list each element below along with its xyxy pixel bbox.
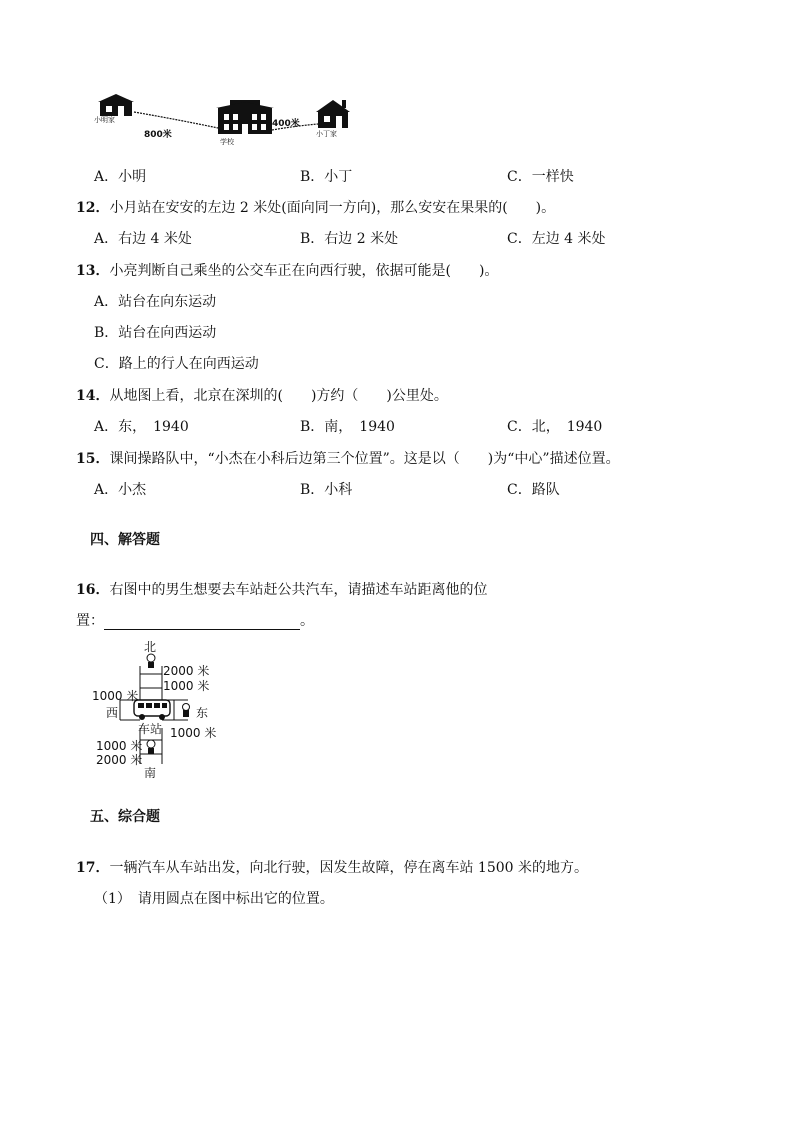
q15-option-c[interactable]: C．路队 xyxy=(507,482,560,498)
q11-figure xyxy=(90,92,360,152)
map-s-2000-label: 2000 米 xyxy=(96,753,143,767)
q12-option-a[interactable]: A．右边 4 米处 xyxy=(94,231,192,247)
q14-option-a[interactable]: A．东， 1940 xyxy=(94,419,189,435)
q15-text: 课间操路队中，“小杰在小科后边第三个位置”。这是以（ )为“中心”描述位置。 xyxy=(109,451,620,467)
bus-icon xyxy=(134,700,170,720)
q16-map xyxy=(90,636,230,780)
home-right-icon xyxy=(316,100,350,128)
kid-north-icon xyxy=(147,654,155,668)
q13-option-b[interactable]: B．站台在向西运动 xyxy=(94,325,217,341)
q15-option-b[interactable]: B．小科 xyxy=(300,482,353,498)
q16-number: 16． xyxy=(76,582,110,598)
q12-option-b[interactable]: B．右边 2 米处 xyxy=(300,231,399,247)
distance-left: 800米 xyxy=(144,130,172,140)
map-e-1000-label: 1000 米 xyxy=(170,726,217,740)
map-east-label: 东 xyxy=(196,706,209,720)
path-left xyxy=(134,112,218,128)
q13-text: 小亮判断自己乘坐的公交车正在向西行驶，依据可能是( )。 xyxy=(109,263,499,279)
map-south-label: 南 xyxy=(144,766,157,780)
q17-text: 一辆汽车从车站出发，向北行驶，因发生故障，停在离车站 1500 米的地方。 xyxy=(109,860,589,876)
q11-option-a[interactable]: A．小明 xyxy=(94,169,147,185)
school-icon xyxy=(216,100,274,134)
map-n-2000-label: 2000 米 xyxy=(163,664,210,678)
q12-option-c[interactable]: C．左边 4 米处 xyxy=(507,231,606,247)
boy-east-icon xyxy=(183,704,190,718)
q14-number: 14． xyxy=(76,388,110,404)
q12-question xyxy=(76,197,555,217)
q11-option-b[interactable]: B．小丁 xyxy=(300,169,353,185)
map-s-1000-label: 1000 米 xyxy=(96,739,143,753)
q16-text-line1: 右图中的男生想要去车站赶公共汽车，请描述车站距离他的位 xyxy=(109,582,488,598)
school-label: 学校 xyxy=(220,138,234,146)
map-station-label: 车站 xyxy=(138,722,163,736)
q11-option-c[interactable]: C．一样快 xyxy=(507,169,574,185)
q16-text-line2-suffix: 。 xyxy=(300,613,314,629)
q12-text: 小月站在安安的左边 2 米处(面向同一方向)，那么安安在果果的( )。 xyxy=(109,200,556,216)
q14-option-c[interactable]: C．北， 1940 xyxy=(507,419,603,435)
q16-text-line2-prefix: 置： xyxy=(76,613,104,629)
q13-option-c[interactable]: C．路上的行人在向西运动 xyxy=(94,356,259,372)
q14-question xyxy=(76,385,448,405)
q16-question-line2 xyxy=(76,610,314,630)
q15-number: 15． xyxy=(76,451,110,467)
distance-right: 400米 xyxy=(272,119,300,129)
q17-question xyxy=(76,857,588,877)
q12-number: 12． xyxy=(76,200,110,216)
map-w-1000-label: 1000 米 xyxy=(92,689,139,703)
home-right-label: 小丁家 xyxy=(316,130,337,138)
home-left-label: 小明家 xyxy=(94,116,115,124)
section-4-title: 四、解答题 xyxy=(90,532,160,548)
q14-text: 从地图上看，北京在深圳的( )方约（ )公里处。 xyxy=(109,388,448,404)
q16-answer-blank[interactable] xyxy=(104,615,300,630)
q17-number: 17． xyxy=(76,860,110,876)
q13-option-a[interactable]: A．站台在向东运动 xyxy=(94,294,217,310)
q15-question xyxy=(76,448,620,468)
map-north-label: 北 xyxy=(144,640,157,654)
map-n-1000-label: 1000 米 xyxy=(163,679,210,693)
kid-south-icon xyxy=(147,740,155,754)
q17-sub1: （1） 请用圆点在图中标出它的位置。 xyxy=(94,891,334,907)
q13-number: 13． xyxy=(76,263,110,279)
q14-option-b[interactable]: B．南， 1940 xyxy=(300,419,395,435)
home-left-icon xyxy=(98,94,134,116)
map-west-label: 西 xyxy=(106,706,119,720)
q15-option-a[interactable]: A．小杰 xyxy=(94,482,147,498)
q13-question xyxy=(76,260,498,280)
q16-question-line1 xyxy=(76,579,487,599)
section-5-title: 五、综合题 xyxy=(90,809,160,825)
